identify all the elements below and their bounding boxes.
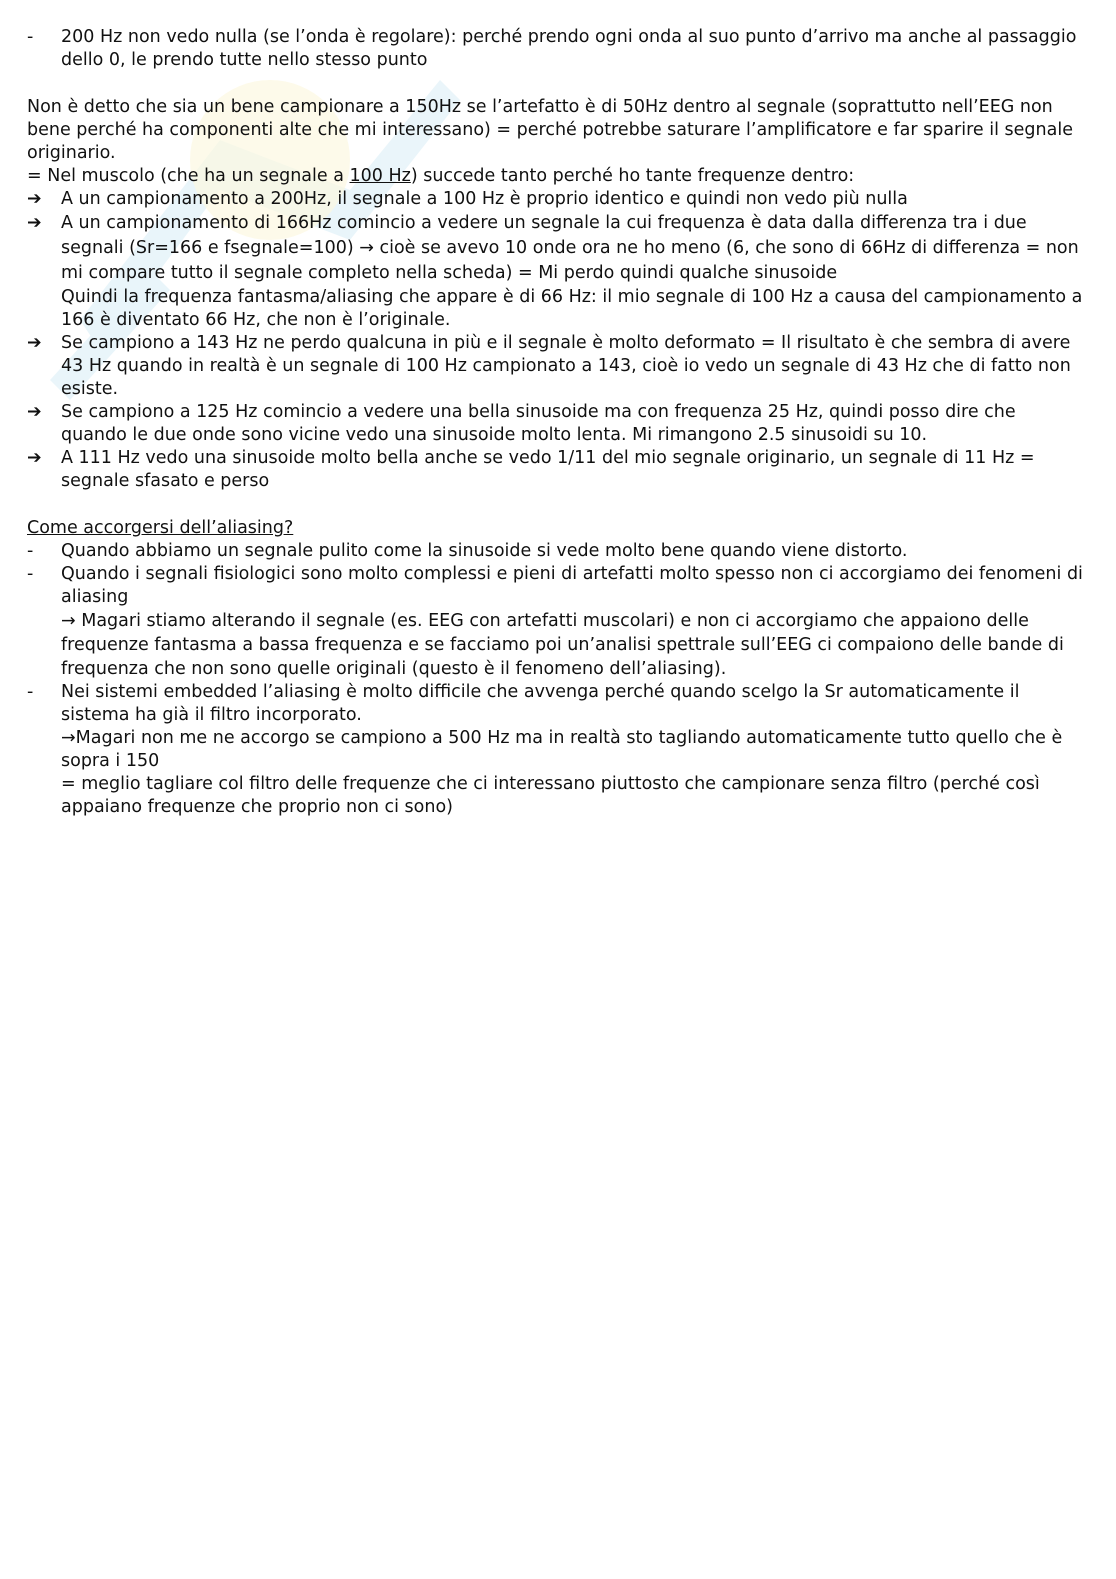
arrow-item-200hz (27, 188, 1087, 211)
section-title: Come accorgersi dell’aliasing? (27, 518, 294, 538)
dash-item-subnote: →Magari non me ne accorgo se campiono a 500 Hz ma in realtà sto tagliando automaticamente tutto quello che è sopra i 150 (61, 728, 1063, 771)
dash-item-text: Quando abbiamo un segnale pulito come la sinusoide si vede molto bene quando viene distorto. (61, 541, 908, 561)
dash-item-physiological (27, 563, 1087, 681)
arrow-item-continuation: Quindi la frequenza fantasma/aliasing che appare è di 66 Hz: il mio segnale di 100 Hz a causa del campionamento a 166 è diventato 66 Hz, che non è l’originale. (61, 287, 1083, 330)
arrow-item-text: A 111 Hz vedo una sinusoide molto bella anche se vedo 1/11 del mio segnale originario, un segnale di 11 Hz = segnale sfasato e perso (61, 448, 1035, 491)
dash-marker: - (27, 541, 34, 561)
dash-item-text: 200 Hz non vedo nulla (se l’onda è regolare): perché prendo ogni onda al suo punto d’arrivo ma anche al passaggio dello 0, le prendo tutte nello stesso punto (61, 27, 1077, 70)
arrow-item-125hz (27, 401, 1087, 447)
dash-marker: - (27, 564, 34, 584)
arrow-item-143hz (27, 332, 1087, 401)
dash-item-embedded (27, 681, 1087, 819)
dash-marker: - (27, 27, 34, 47)
arrow-bullet-icon: ➔ (27, 402, 42, 422)
arrow-item-text: A un campionamento di 166Hz comincio a vedere un segnale la cui frequenza è data dalla differenza tra i due segnali (Sr=166 e fsegnale=100) → cioè se avevo 10 onde ora ne ho meno (6, che sono di 66Hz di differenza = non mi compare tutto il segnale completo nella scheda) = Mi perdo quindi qualche sinusoide (61, 213, 1079, 283)
arrow-item-text: Se campiono a 143 Hz ne perdo qualcuna in più e il segnale è molto deformato = Il risultato è che sembra di avere 43 Hz quando in realtà è un segnale di 100 Hz campionato a 143, cioè io vedo un segnale di 43 Hz che di fatto non esiste. (61, 333, 1071, 399)
paragraph-150hz: Non è detto che sia un bene campionare a 150Hz se l’artefatto è di 50Hz dentro al segnale (soprattutto nell’EEG non bene perché ha componenti alte che mi interessano) = perché potrebbe saturare l’amplificatore e far sparire il segnale originario. (27, 97, 1073, 163)
arrow-item-text: Se campiono a 125 Hz comincio a vedere una bella sinusoide ma con frequenza 25 Hz, quindi posso dire che quando le due onde sono vicine vedo una sinusoide molto lenta. Mi rimangono 2.5 sinusoidi su 10. (61, 402, 1016, 445)
dash-marker: - (27, 682, 34, 702)
dash-item-subnote: → Magari stiamo alterando il segnale (es. EEG con artefatti muscolari) e non ci accorgiamo che appaiono delle frequenze fantasma a bassa frequenza e se facciamo poi un’analisi spettrale sull’EEG ci compaiono delle bande di frequenza che non sono quelle originali (questo è il fenomeno dell’aliasing). (61, 611, 1064, 679)
paragraph-muscle (27, 165, 1087, 188)
paragraph-muscle-after: ) succede tanto perché ho tante frequenze dentro: (410, 166, 855, 186)
dash-item-subnote-2: = meglio tagliare col filtro delle frequenze che ci interessano piuttosto che campionare senza filtro (perché così appaiano frequenze che proprio non ci sono) (61, 774, 1040, 817)
dash-item-200hz (27, 26, 1087, 72)
paragraph-muscle-before: = Nel muscolo (che ha un segnale a (27, 166, 350, 186)
underlined-100hz: 100 Hz (349, 166, 411, 186)
dash-item-text: Nei sistemi embedded l’aliasing è molto difficile che avvenga perché quando scelgo la Sr automaticamente il sistema ha già il filtro incorporato. (61, 682, 1020, 725)
arrow-bullet-icon: ➔ (27, 333, 42, 353)
arrow-item-text: A un campionamento a 200Hz, il segnale a 100 Hz è proprio identico e quindi non vedo più nulla (61, 189, 908, 209)
arrow-bullet-icon: ➔ (27, 189, 42, 209)
dash-item-text: Quando i segnali fisiologici sono molto complessi e pieni di artefatti molto spesso non ci accorgiamo dei fenomeni di aliasing (61, 564, 1083, 607)
document-page (27, 26, 1087, 819)
arrow-item-111hz (27, 447, 1087, 493)
arrow-bullet-icon: ➔ (27, 213, 42, 233)
dash-item-clean-signal (27, 540, 1087, 563)
arrow-bullet-icon: ➔ (27, 448, 42, 468)
arrow-item-166hz (27, 211, 1087, 332)
